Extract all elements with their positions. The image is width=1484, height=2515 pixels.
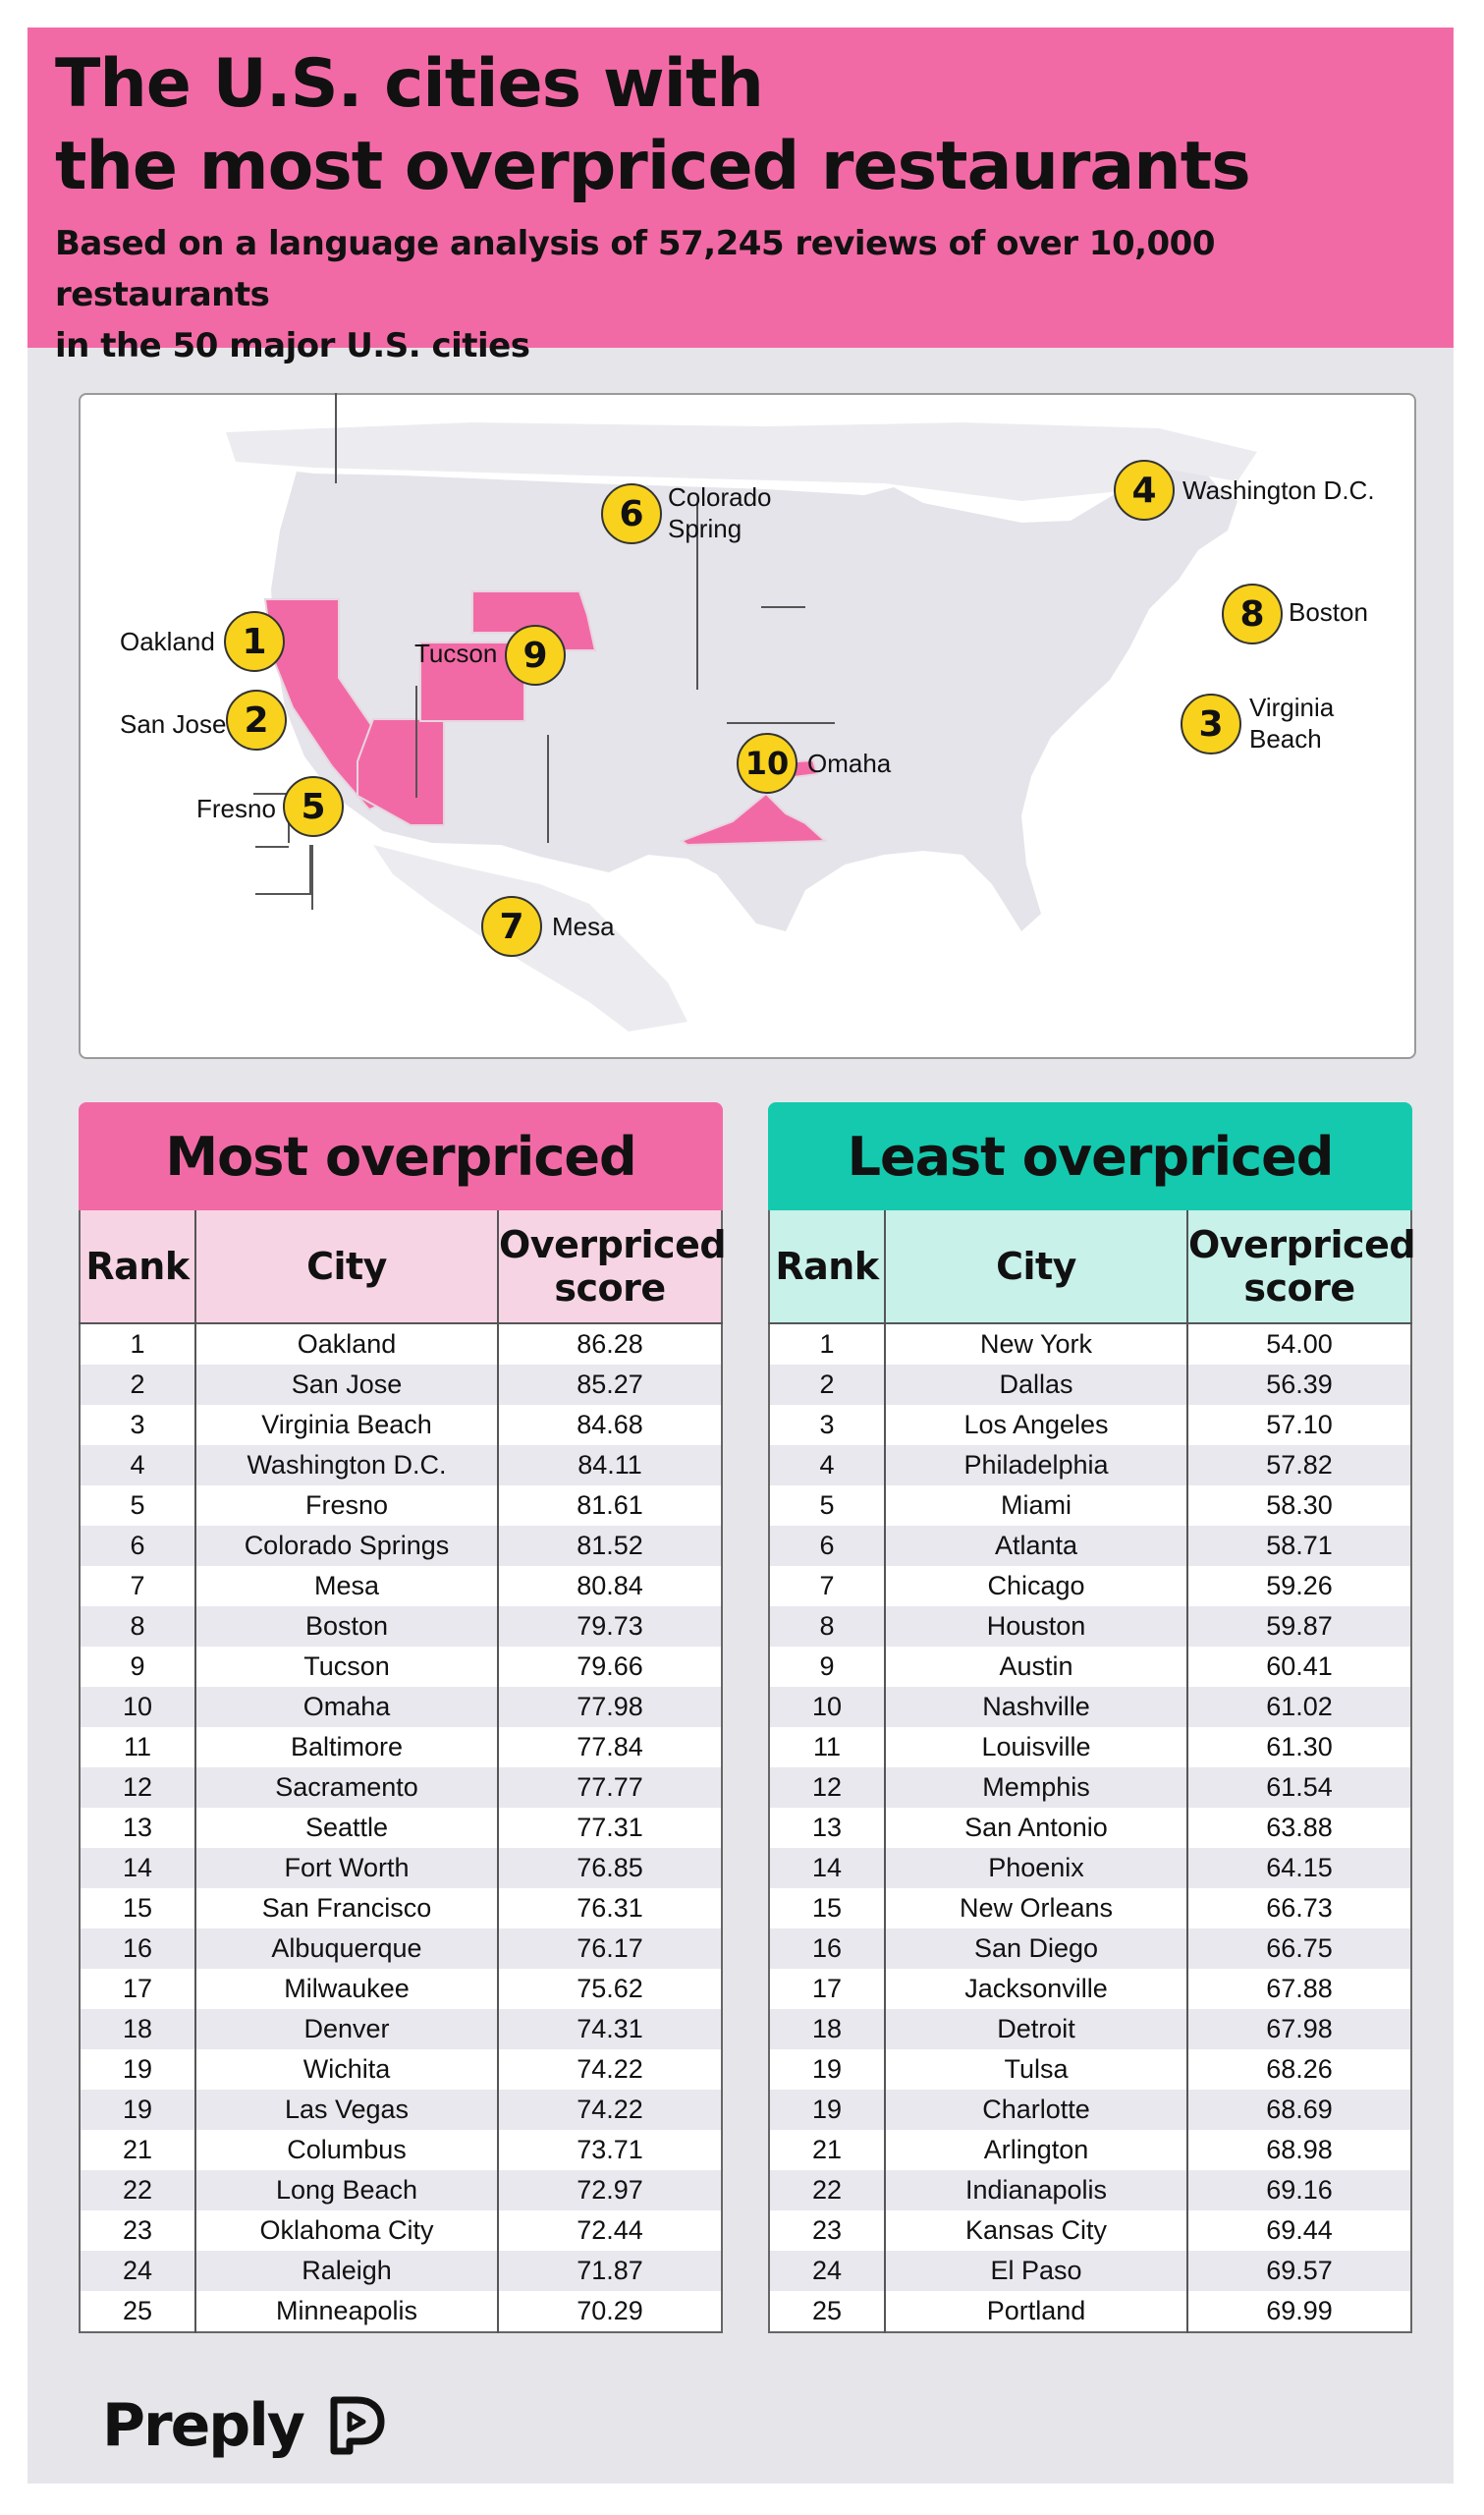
most-cell-score: 70.29	[577, 2296, 643, 2325]
most-cell-score: 73.71	[577, 2135, 643, 2164]
most-cell-city: Seattle	[195, 1808, 498, 1848]
page-subtitle	[55, 218, 1430, 371]
most-cell-score: 84.11	[498, 1445, 722, 1485]
most-cell-rank: 13	[80, 1808, 195, 1848]
least-table-row	[769, 1323, 1411, 1365]
least-cell-city: Portland	[885, 2291, 1187, 2332]
most-table-row	[80, 2291, 722, 2332]
least-table-row	[769, 1647, 1411, 1687]
least-cell-rank: 18	[769, 2009, 885, 2049]
least-overpriced-title: Least overpriced	[768, 1102, 1412, 1210]
most-table-row	[80, 1687, 722, 1727]
least-cell-rank: 6	[769, 1526, 885, 1566]
least-cell-rank: 12	[769, 1767, 885, 1808]
most-cell-rank: 5	[80, 1485, 195, 1526]
most-cell-score: 74.22	[498, 2090, 722, 2130]
least-cell-score: 58.30	[1266, 1490, 1333, 1520]
most-cell-city: San Francisco	[195, 1888, 498, 1928]
least-cell-rank: 7	[769, 1566, 885, 1606]
most-table-row	[80, 2130, 722, 2170]
most-table	[79, 1210, 727, 2333]
marker-badge-8: 8	[1222, 584, 1283, 644]
most-cell-city: Mesa	[195, 1566, 498, 1606]
least-cell-city: Kansas City	[885, 2210, 1187, 2251]
most-table-body	[80, 1323, 722, 2332]
least-table-row	[769, 1526, 1411, 1566]
least-cell-rank: 24	[769, 2251, 885, 2291]
least-cell-score: 61.30	[1266, 1732, 1333, 1761]
marker-label-mesa: Mesa	[552, 912, 615, 941]
most-cell-rank: 12	[80, 1767, 195, 1808]
least-cell-rank: 22	[769, 2170, 885, 2210]
most-cell-score: 77.77	[498, 1767, 722, 1808]
most-header-city: City	[195, 1210, 498, 1323]
most-cell-score: 75.62	[577, 1974, 643, 2003]
least-cell-score: 61.02	[1187, 1687, 1411, 1727]
least-cell-city: Atlanta	[885, 1526, 1187, 1566]
most-cell-score: 81.52	[498, 1526, 722, 1566]
colorado-line-1: Colorado	[668, 482, 772, 512]
most-cell-score: 72.44	[577, 2215, 643, 2245]
least-cell-score: 60.41	[1266, 1651, 1333, 1681]
least-cell-score: 59.26	[1266, 1571, 1333, 1600]
least-cell-city: New York	[885, 1323, 1187, 1365]
most-cell-city: San Jose	[195, 1365, 498, 1405]
most-cell-rank: 2	[80, 1365, 195, 1405]
most-cell-rank: 21	[80, 2130, 195, 2170]
least-cell-score: 67.88	[1266, 1974, 1333, 2003]
least-cell-rank: 19	[769, 2049, 885, 2090]
most-cell-rank: 6	[80, 1526, 195, 1566]
least-cell-rank: 19	[769, 2090, 885, 2130]
least-table-row	[769, 1888, 1411, 1928]
most-cell-score: 76.85	[498, 1848, 722, 1888]
least-cell-city: Louisville	[885, 1727, 1187, 1767]
most-cell-score: 76.31	[577, 1893, 643, 1923]
least-table-row	[769, 1606, 1411, 1647]
least-table-row	[769, 1445, 1411, 1485]
most-cell-city: Baltimore	[195, 1727, 498, 1767]
least-cell-score: 69.99	[1266, 2296, 1333, 2325]
least-cell-rank: 2	[769, 1365, 885, 1405]
marker-label-virginia	[1249, 692, 1334, 754]
least-cell-score: 56.39	[1187, 1365, 1411, 1405]
most-header-score: Overpriced score	[498, 1210, 722, 1323]
least-cell-rank: 8	[769, 1606, 885, 1647]
least-cell-score: 68.26	[1266, 2054, 1333, 2084]
most-cell-rank: 19	[80, 2049, 195, 2090]
most-table-row	[80, 1405, 722, 1445]
least-table-body	[769, 1323, 1411, 2332]
least-cell-city: Los Angeles	[885, 1405, 1187, 1445]
most-cell-city: Virginia Beach	[195, 1405, 498, 1445]
least-header-score: Overpriced score	[1187, 1210, 1411, 1323]
most-cell-rank: 16	[80, 1928, 195, 1969]
most-table-row	[80, 2009, 722, 2049]
least-table-row	[769, 1969, 1411, 2009]
marker-badge-9: 9	[505, 625, 566, 686]
least-header-city: City	[885, 1210, 1187, 1323]
least-header-rank: Rank	[769, 1210, 885, 1323]
logo-text: Preply	[102, 2391, 303, 2460]
logo-mark-icon	[328, 2394, 387, 2455]
least-table-row	[769, 2049, 1411, 2090]
least-cell-rank: 14	[769, 1848, 885, 1888]
least-cell-city: Detroit	[885, 2009, 1187, 2049]
least-cell-score: 66.75	[1187, 1928, 1411, 1969]
least-table-row	[769, 2130, 1411, 2170]
most-cell-rank: 3	[80, 1405, 195, 1445]
least-cell-city: Jacksonville	[885, 1969, 1187, 2009]
least-cell-city: Dallas	[885, 1365, 1187, 1405]
most-cell-city: Tucson	[195, 1647, 498, 1687]
most-table-row	[80, 1808, 722, 1848]
least-cell-rank: 23	[769, 2210, 885, 2251]
page-title	[55, 43, 1410, 208]
most-cell-rank: 18	[80, 2009, 195, 2049]
least-table-row	[769, 1808, 1411, 1848]
least-table-row	[769, 1485, 1411, 1526]
least-cell-rank: 16	[769, 1928, 885, 1969]
most-table-row	[80, 1365, 722, 1405]
least-table-row	[769, 1848, 1411, 1888]
most-table-row	[80, 1848, 722, 1888]
least-overpriced-table	[768, 1102, 1416, 2333]
least-cell-rank: 15	[769, 1888, 885, 1928]
marker-label-colorado	[668, 481, 772, 544]
most-table-row	[80, 2210, 722, 2251]
most-cell-score: 85.27	[498, 1365, 722, 1405]
least-cell-score: 54.00	[1266, 1329, 1333, 1359]
subtitle-line-1: Based on a language analysis of 57,245 reviews of over 10,000 restaurants	[55, 224, 1215, 314]
least-cell-score: 68.98	[1266, 2135, 1333, 2164]
least-cell-city: El Paso	[885, 2251, 1187, 2291]
least-cell-score: 69.16	[1187, 2170, 1411, 2210]
most-cell-score: 72.97	[498, 2170, 722, 2210]
most-cell-rank: 25	[80, 2291, 195, 2332]
most-cell-rank: 10	[80, 1687, 195, 1727]
most-cell-city: Wichita	[195, 2049, 498, 2090]
most-cell-city: Raleigh	[195, 2251, 498, 2291]
most-table-row	[80, 1606, 722, 1647]
most-table-row	[80, 1526, 722, 1566]
marker-label-fresno: Fresno	[196, 794, 276, 823]
marker-label-tucson: Tucson	[414, 639, 498, 668]
least-cell-city: Memphis	[885, 1767, 1187, 1808]
marker-label-washington: Washington D.C.	[1182, 475, 1375, 505]
least-cell-city: Chicago	[885, 1566, 1187, 1606]
most-table-row	[80, 2251, 722, 2291]
least-cell-city: San Diego	[885, 1928, 1187, 1969]
marker-badge-3: 3	[1181, 694, 1241, 754]
most-table-row	[80, 1727, 722, 1767]
most-cell-score: 81.61	[577, 1490, 643, 1520]
most-cell-city: Colorado Springs	[195, 1526, 498, 1566]
least-cell-score: 66.73	[1266, 1893, 1333, 1923]
most-cell-rank: 9	[80, 1647, 195, 1687]
least-table-row	[769, 1767, 1411, 1808]
most-cell-score: 79.73	[498, 1606, 722, 1647]
most-cell-rank: 8	[80, 1606, 195, 1647]
most-table-row	[80, 1888, 722, 1928]
most-cell-score: 84.68	[577, 1410, 643, 1439]
least-cell-rank: 21	[769, 2130, 885, 2170]
most-table-row	[80, 2049, 722, 2090]
most-table-row	[80, 1928, 722, 1969]
least-cell-score: 58.71	[1187, 1526, 1411, 1566]
least-table-row	[769, 2009, 1411, 2049]
preply-logo	[102, 2391, 387, 2460]
most-cell-score: 74.31	[498, 2009, 722, 2049]
most-cell-score: 74.22	[577, 2054, 643, 2084]
most-header-rank: Rank	[80, 1210, 195, 1323]
least-cell-score: 57.82	[1187, 1445, 1411, 1485]
most-table-row	[80, 1767, 722, 1808]
marker-badge-10: 10	[737, 733, 797, 794]
most-cell-rank: 1	[80, 1323, 195, 1365]
marker-badge-4: 4	[1114, 460, 1175, 521]
least-header-row	[769, 1210, 1411, 1323]
marker-badge-1: 1	[224, 611, 285, 672]
most-cell-city: Omaha	[195, 1687, 498, 1727]
least-cell-rank: 17	[769, 1969, 885, 2009]
most-cell-city: Fresno	[195, 1485, 498, 1526]
virginia-line-1: Virginia	[1249, 693, 1335, 722]
most-cell-score: 80.84	[577, 1571, 643, 1600]
least-cell-rank: 1	[769, 1323, 885, 1365]
most-cell-city: Denver	[195, 2009, 498, 2049]
most-table-row	[80, 1485, 722, 1526]
most-cell-rank: 14	[80, 1848, 195, 1888]
most-cell-city: Minneapolis	[195, 2291, 498, 2332]
least-table-row	[769, 1365, 1411, 1405]
least-cell-score: 69.57	[1187, 2251, 1411, 2291]
least-cell-rank: 4	[769, 1445, 885, 1485]
least-cell-rank: 9	[769, 1647, 885, 1687]
least-cell-score: 59.87	[1187, 1606, 1411, 1647]
most-cell-rank: 7	[80, 1566, 195, 1606]
least-cell-city: New Orleans	[885, 1888, 1187, 1928]
leader-fresno	[255, 845, 310, 894]
least-cell-rank: 11	[769, 1727, 885, 1767]
least-cell-rank: 25	[769, 2291, 885, 2332]
most-cell-score: 79.66	[577, 1651, 643, 1681]
least-table	[768, 1210, 1416, 2333]
most-cell-rank: 15	[80, 1888, 195, 1928]
least-cell-score: 69.44	[1266, 2215, 1333, 2245]
most-cell-score: 77.31	[577, 1813, 643, 1842]
most-cell-rank: 22	[80, 2170, 195, 2210]
most-cell-rank: 17	[80, 1969, 195, 2009]
least-cell-city: Phoenix	[885, 1848, 1187, 1888]
least-table-row	[769, 1405, 1411, 1445]
least-cell-rank: 10	[769, 1687, 885, 1727]
least-table-row	[769, 2210, 1411, 2251]
marker-badge-5: 5	[283, 776, 344, 837]
most-cell-score: 71.87	[498, 2251, 722, 2291]
least-cell-score: 68.69	[1187, 2090, 1411, 2130]
marker-label-oakland: Oakland	[120, 627, 215, 656]
most-table-row	[80, 1445, 722, 1485]
virginia-line-2: Beach	[1249, 724, 1322, 754]
least-cell-city: Tulsa	[885, 2049, 1187, 2090]
most-cell-city: Columbus	[195, 2130, 498, 2170]
least-cell-rank: 5	[769, 1485, 885, 1526]
title-line-1: The U.S. cities with	[55, 45, 763, 123]
most-cell-score: 76.17	[498, 1928, 722, 1969]
most-table-row	[80, 2090, 722, 2130]
most-cell-score: 77.84	[577, 1732, 643, 1761]
least-cell-city: Indianapolis	[885, 2170, 1187, 2210]
least-cell-score: 63.88	[1266, 1813, 1333, 1842]
most-cell-city: Fort Worth	[195, 1848, 498, 1888]
least-cell-city: San Antonio	[885, 1808, 1187, 1848]
least-table-row	[769, 2090, 1411, 2130]
marker-label-boston: Boston	[1289, 597, 1368, 627]
most-cell-city: Boston	[195, 1606, 498, 1647]
most-cell-score: 86.28	[577, 1329, 643, 1359]
most-header-row	[80, 1210, 722, 1323]
least-cell-city: Houston	[885, 1606, 1187, 1647]
most-cell-rank: 19	[80, 2090, 195, 2130]
most-cell-rank: 24	[80, 2251, 195, 2291]
least-cell-score: 61.54	[1187, 1767, 1411, 1808]
marker-badge-7: 7	[481, 896, 542, 957]
least-cell-city: Arlington	[885, 2130, 1187, 2170]
least-table-row	[769, 1727, 1411, 1767]
most-cell-city: Las Vegas	[195, 2090, 498, 2130]
least-cell-score: 57.10	[1266, 1410, 1333, 1439]
most-overpriced-title: Most overpriced	[79, 1102, 723, 1210]
least-table-row	[769, 2291, 1411, 2332]
title-line-2: the most overpriced restaurants	[55, 128, 1250, 205]
least-table-row	[769, 1566, 1411, 1606]
most-overpriced-table	[79, 1102, 727, 2333]
least-cell-city: Charlotte	[885, 2090, 1187, 2130]
least-cell-score: 64.15	[1187, 1848, 1411, 1888]
most-cell-rank: 4	[80, 1445, 195, 1485]
most-cell-score: 77.98	[498, 1687, 722, 1727]
most-table-row	[80, 1566, 722, 1606]
marker-label-sanjose: San Jose	[120, 709, 227, 739]
most-table-row	[80, 1647, 722, 1687]
least-cell-rank: 3	[769, 1405, 885, 1445]
most-cell-city: Sacramento	[195, 1767, 498, 1808]
most-cell-city: Oklahoma City	[195, 2210, 498, 2251]
most-cell-rank: 23	[80, 2210, 195, 2251]
least-table-row	[769, 2251, 1411, 2291]
most-table-row	[80, 1323, 722, 1365]
most-cell-rank: 11	[80, 1727, 195, 1767]
marker-badge-2: 2	[226, 690, 287, 751]
least-table-row	[769, 1928, 1411, 1969]
most-cell-city: Milwaukee	[195, 1969, 498, 2009]
most-cell-city: Long Beach	[195, 2170, 498, 2210]
least-table-row	[769, 1687, 1411, 1727]
marker-badge-6: 6	[601, 483, 662, 544]
least-cell-score: 67.98	[1187, 2009, 1411, 2049]
least-cell-city: Miami	[885, 1485, 1187, 1526]
least-table-row	[769, 2170, 1411, 2210]
least-cell-city: Philadelphia	[885, 1445, 1187, 1485]
most-cell-city: Oakland	[195, 1323, 498, 1365]
subtitle-line-2: in the 50 major U.S. cities	[55, 326, 530, 365]
least-cell-city: Nashville	[885, 1687, 1187, 1727]
least-cell-city: Austin	[885, 1647, 1187, 1687]
most-cell-city: Albuquerque	[195, 1928, 498, 1969]
colorado-line-2: Spring	[668, 514, 742, 543]
most-table-row	[80, 1969, 722, 2009]
most-cell-city: Washington D.C.	[195, 1445, 498, 1485]
marker-label-omaha: Omaha	[807, 749, 892, 778]
least-cell-rank: 13	[769, 1808, 885, 1848]
most-table-row	[80, 2170, 722, 2210]
